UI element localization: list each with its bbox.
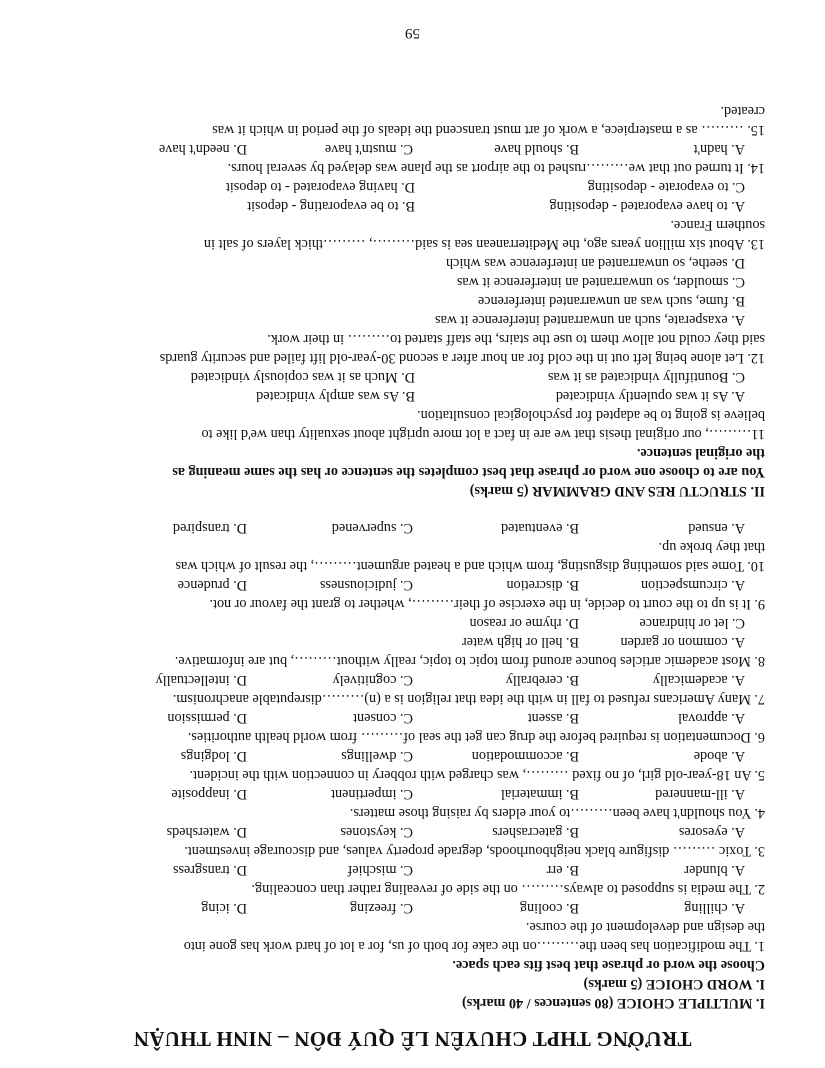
section-heading: II. STRUCTU RES AND GRAMMAR (5 marks): [469, 483, 765, 499]
option-d[interactable]: D. Much as it was copiously vindicated: [190, 369, 415, 385]
option-b[interactable]: B. should have: [494, 141, 579, 157]
option-a[interactable]: A. to have evaporated - depositing: [549, 198, 745, 214]
option-a[interactable]: A. chilling: [684, 900, 745, 916]
option-c[interactable]: C. freezing: [349, 900, 413, 916]
question-14: 14. It turned out that we………rushed to the airport as the plane was delayed by several hours. A. hadn't B. should have C. mustn't have D. needn't have: [60, 139, 765, 177]
option-b[interactable]: B. cooling: [519, 900, 579, 916]
option-a[interactable]: A. circumspection: [640, 577, 745, 593]
option-c[interactable]: C. keystones: [340, 824, 413, 840]
options: [60, 784, 765, 803]
options: [60, 253, 765, 272]
option-a[interactable]: A. blunder: [684, 862, 745, 878]
option-c[interactable]: C. let or hindrance: [639, 615, 745, 631]
question-1: 1. The modification has been the………on the cake for both of us, for a lot of hard work has gone into the design and development of the course. A. chilling B. cooling C. freezing D. icing: [60, 898, 765, 955]
question-3: 3. Toxic ……… disfigure black neighbourhoods, degrade property values, and discourage investment. A. eyesores B. gatecrashers C. keystones D. watersheds: [60, 822, 765, 860]
option-c[interactable]: C. consent: [353, 710, 413, 726]
option-d[interactable]: D. needn't have: [158, 141, 247, 157]
option-c[interactable]: C. mischief: [347, 862, 413, 878]
question-6: 6. Documentation is required before the drug can get the seal of……… from world health authorities. A. approval B. assent C. consent D. permission: [60, 708, 765, 746]
option-a[interactable]: A. eyesores: [678, 824, 745, 840]
question-2: 2. The media is supposed to always……… on the side of revealing rather than concealing. A. blunder B. err C. mischief D. transgress: [60, 860, 765, 898]
option-d[interactable]: D. icing: [201, 900, 247, 916]
question-9: 9. It is up to the court to decide, in the exercise of their………, whether to grant the favour or not. A. circumspection B. discretion C. judiciousness D. prudence: [60, 575, 765, 613]
section-heading: I. MULTIPLE CHOICE (80 sentences / 40 marks): [462, 995, 765, 1011]
option-d[interactable]: D. permission: [167, 710, 247, 726]
option-c[interactable]: C. to evaporate - depositing: [587, 179, 745, 195]
option-a[interactable]: A. common or garden: [620, 634, 745, 650]
option-b[interactable]: B. immaterial: [500, 786, 579, 802]
option-c[interactable]: C. judiciousness: [319, 577, 413, 593]
question-12: 12. Let alone being left out in the cold for an hour after a second 30-year-old lift failed and security guards said they could not allow them to use the stairs, the staff started to……… in their work. A. exasperate, such an unwarranted interference it was B. fume, such was an unwarranted interference C. smoulder, so unwarranted an interference it was D. seethe, so unwarranted an interference was which: [60, 253, 765, 367]
question-4: 4. You shouldn't have been………to your elders by raising those matters. A. ill-mannered B. immaterial C. impertinent D. inapposite: [60, 784, 765, 822]
options: [60, 518, 765, 537]
option-c[interactable]: C. smoulder, so unwarranted an interference it was: [456, 274, 745, 290]
question-7: 7. Many Americans refused to fall in with the idea that religion is a (n)………disreputable anachronism. A. academically B. cerebrally C. cognitively D. intellectually: [60, 670, 765, 708]
options: [60, 670, 765, 689]
option-a[interactable]: A. ensued: [688, 520, 745, 536]
document-content: [60, 101, 765, 1052]
options: [60, 898, 765, 917]
question-5: 5. An 18-year-old girl, of no fixed ………, was charged with robbery in connection with the incident. A. abode B. accommodation C. dwellings D. lodgings: [60, 746, 765, 784]
question-10: 10. Tome said something disgusting, from which and a heated argument………, the result of which was that they broke up. A. ensued B. eventuated C. supervened D. transpired: [60, 518, 765, 575]
option-c[interactable]: C. impertinent: [331, 786, 413, 802]
question-11: 11………, our original thesis that we are in fact a lot more upright about sexuality than we'd like to believe is going to be adapted for psychological consultation. A. As it was opulently vindicated B. As was amply vindicated C. Bountifully vindicated as it was D. Much as it was copiously vindicated: [60, 367, 765, 443]
option-c[interactable]: C. cognitively: [332, 672, 413, 688]
options: [60, 746, 765, 765]
option-a[interactable]: A. hadn't: [693, 141, 745, 157]
option-b[interactable]: B. fume, such was an unwarranted interference: [477, 293, 745, 309]
option-b[interactable]: B. assent: [527, 710, 579, 726]
option-d[interactable]: D. transpired: [172, 520, 247, 536]
option-c[interactable]: C. dwellings: [341, 748, 413, 764]
part-heading: I. WORD CHOICE (5 marks): [583, 976, 765, 992]
options: [60, 575, 765, 594]
options: [60, 272, 765, 291]
option-b[interactable]: B. gatecrashers: [492, 824, 579, 840]
options: [60, 386, 765, 405]
options: [60, 291, 765, 310]
option-a[interactable]: A. abode: [693, 748, 745, 764]
options: [60, 139, 765, 158]
page-number: 59: [405, 25, 420, 41]
options: [60, 310, 765, 329]
option-d[interactable]: D. intellectually: [155, 672, 247, 688]
option-c[interactable]: C. mustn't have: [324, 141, 413, 157]
option-d[interactable]: D. rhyme or reason: [469, 615, 579, 631]
options: [60, 367, 765, 386]
option-d[interactable]: D. inapposite: [171, 786, 247, 802]
option-b[interactable]: B. discretion: [506, 577, 579, 593]
option-a[interactable]: A. As it was opulently vindicated: [555, 388, 745, 404]
option-d[interactable]: D. seethe, so unwarranted an interference was which: [446, 255, 745, 271]
option-b[interactable]: B. err: [546, 862, 579, 878]
option-d[interactable]: D. prudence: [177, 577, 247, 593]
option-d[interactable]: D. lodgings: [180, 748, 247, 764]
option-a[interactable]: A. ill-mannered: [655, 786, 745, 802]
option-a[interactable]: A. exasperate, such an unwarranted interference it was: [434, 312, 745, 328]
question-13: 13. About six million years ago, the Mediterranean sea is said………, ………thick layers of salt in southern France. A. to have evaporated - depositing B. to be evaporating - deposit C. to evaporate - depositing D. having evaporated - to deposit: [60, 177, 765, 253]
section-instruction: the original sentence.: [636, 445, 765, 461]
options: [60, 822, 765, 841]
option-c[interactable]: C. Bountifully vindicated as it was: [547, 369, 745, 385]
options: [60, 860, 765, 879]
options: [60, 196, 765, 215]
question-8: 8. Most academic articles bounce around from topic to topic, really without………, but are informative. A. common or garden B. hell or high water C. let or hindrance D. rhyme or reason: [60, 613, 765, 670]
section-instruction: You are to choose one word or phrase that best completes the sentence or has the same meaning as: [172, 464, 765, 480]
option-a[interactable]: A. approval: [678, 710, 745, 726]
option-c[interactable]: C. supervened: [331, 520, 413, 536]
option-b[interactable]: B. to be evaporating - deposit: [247, 198, 415, 214]
option-b[interactable]: B. accommodation: [471, 748, 579, 764]
option-a[interactable]: A. academically: [652, 672, 745, 688]
option-b[interactable]: B. eventuated: [500, 520, 579, 536]
question-15: 15. ……… as a masterpiece, a work of art must transcend the ideals of the period in which it was created.: [212, 103, 765, 138]
options: [60, 177, 765, 196]
option-b[interactable]: B. hell or high water: [461, 634, 579, 650]
document-title: TRƯỜNG THPT CHUYÊN LÊ QUÝ ĐÔN – NINH THUẬN: [133, 1027, 692, 1051]
part-instruction: Choose the word or phrase that best fits each space.: [452, 957, 765, 973]
option-d[interactable]: D. transgress: [172, 862, 247, 878]
option-d[interactable]: D. having evaporated - to deposit: [225, 179, 415, 195]
options: [60, 632, 765, 651]
option-b[interactable]: B. cerebrally: [505, 672, 579, 688]
option-b[interactable]: B. As was amply vindicated: [256, 388, 415, 404]
options: [60, 613, 765, 632]
options: [60, 708, 765, 727]
option-d[interactable]: D. watersheds: [166, 824, 247, 840]
